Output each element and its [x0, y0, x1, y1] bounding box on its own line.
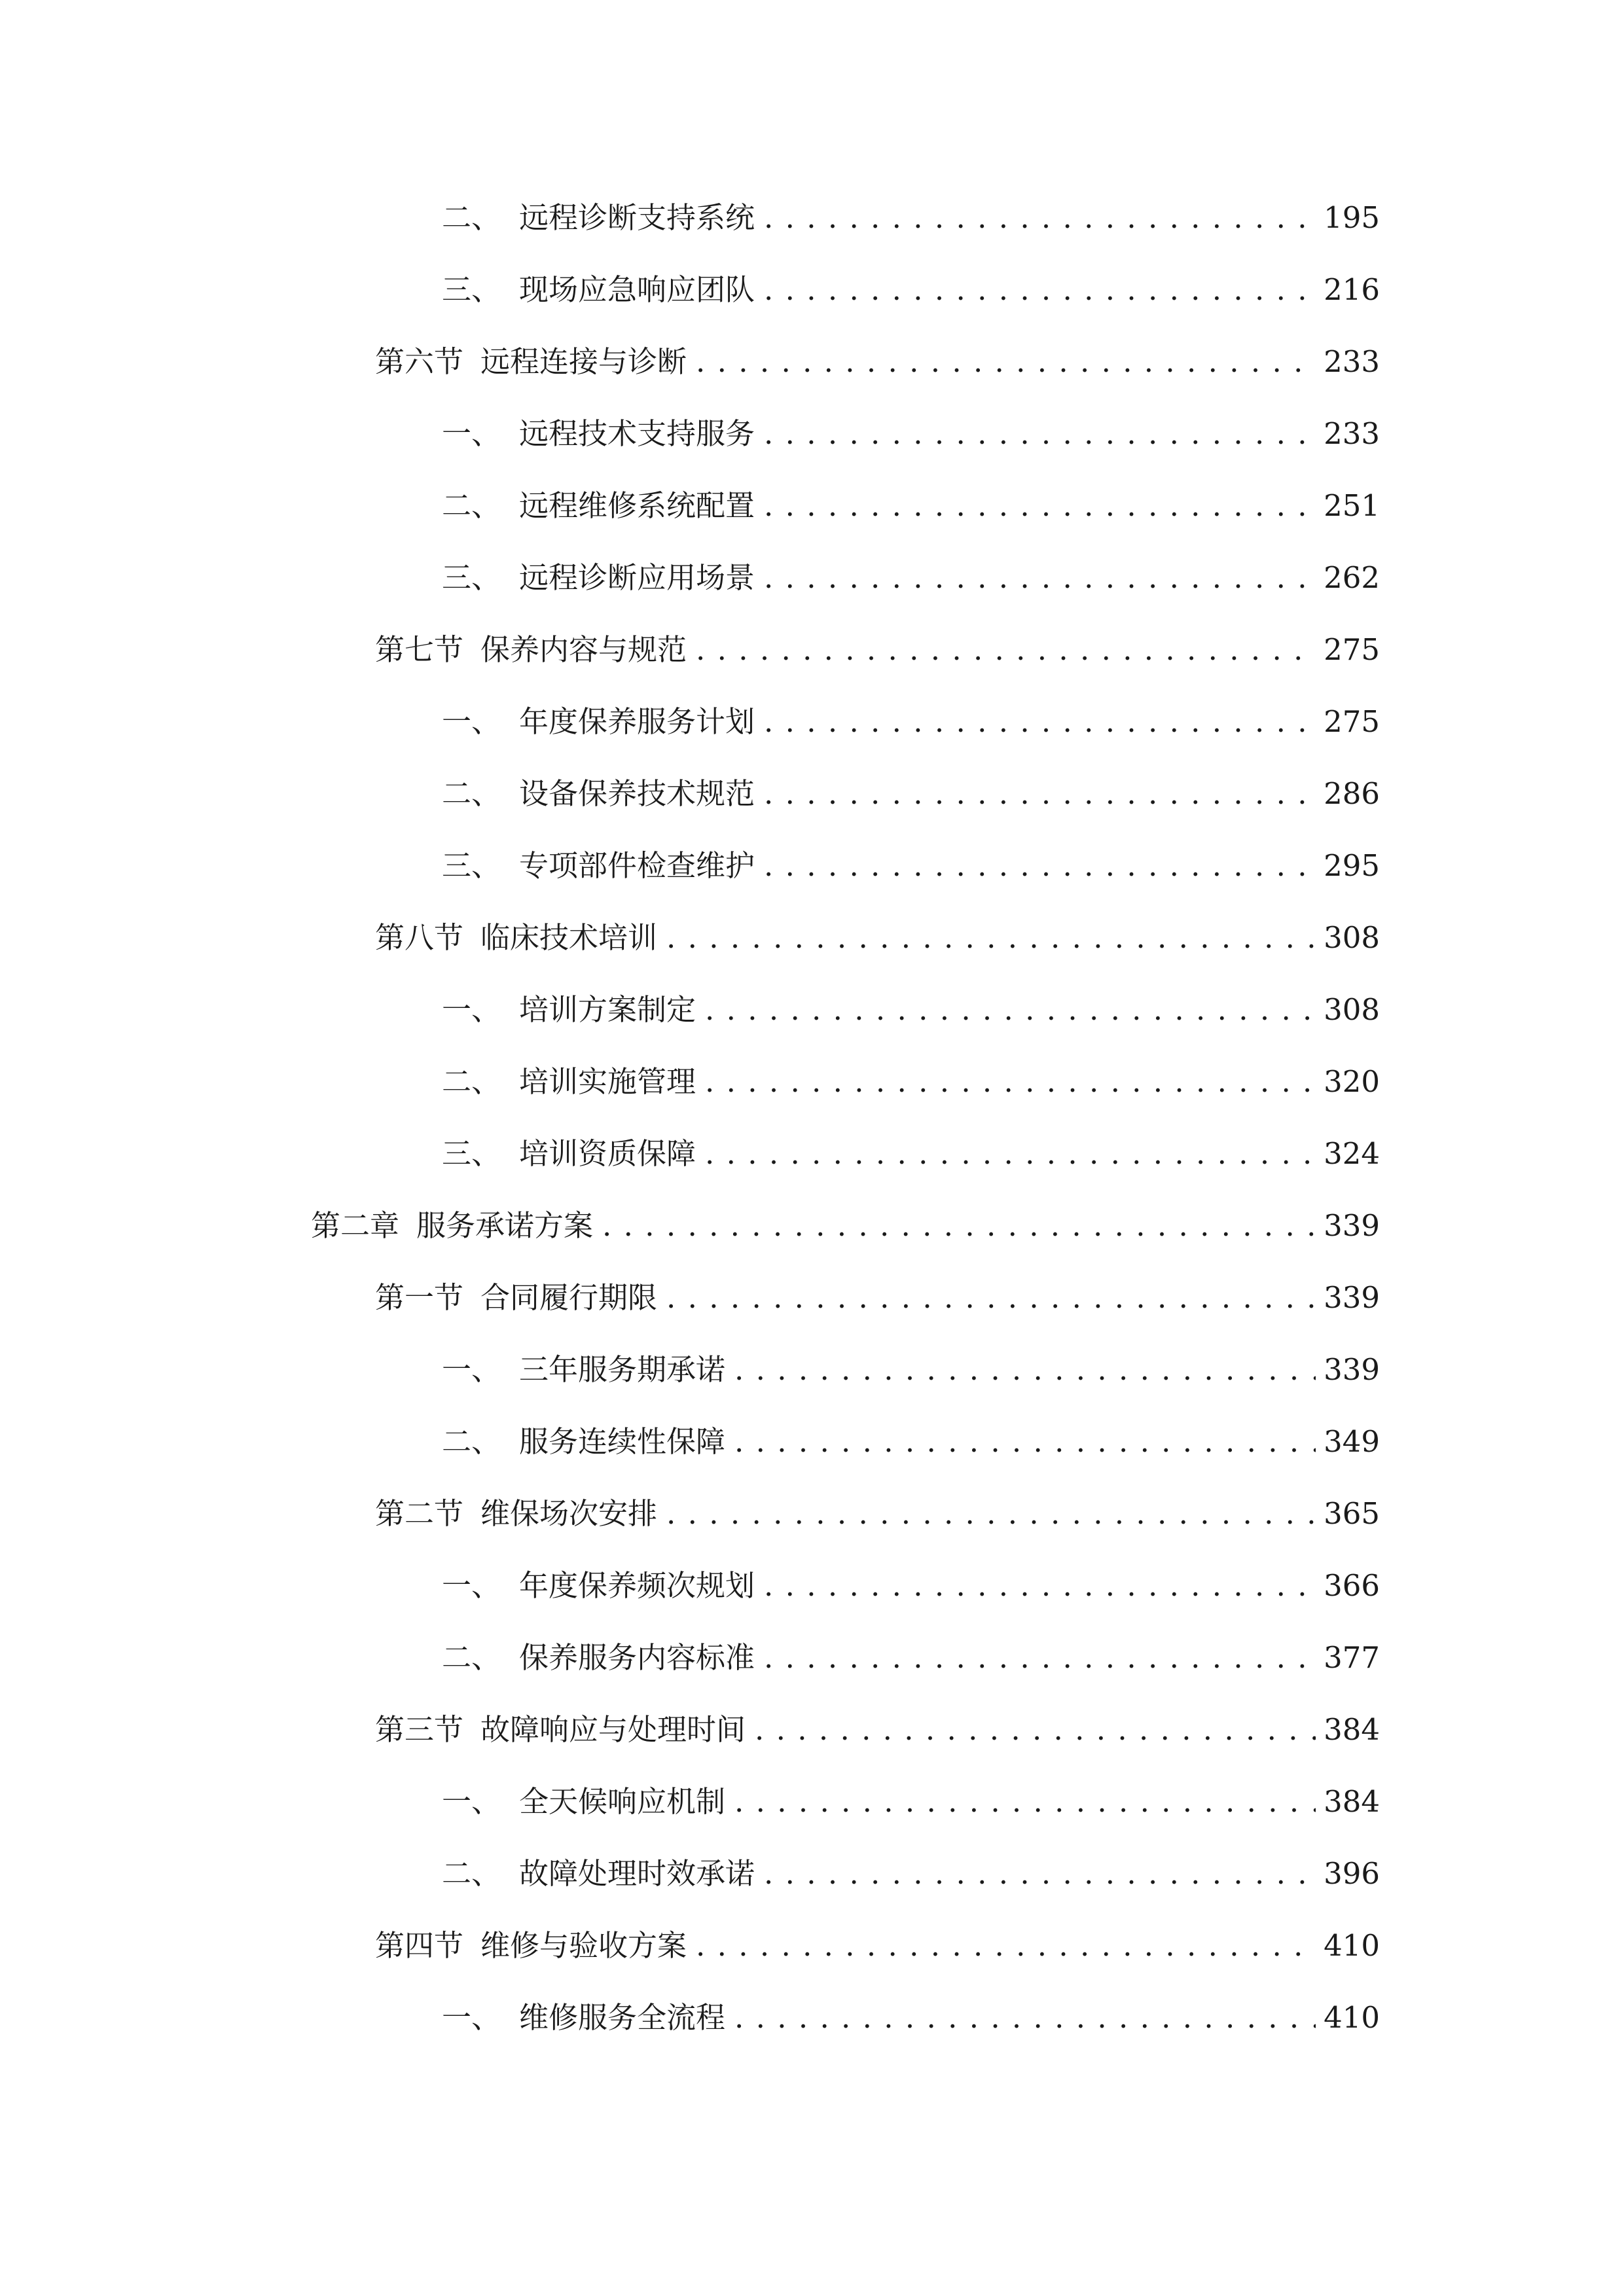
toc-entry-number: 二、 [442, 1856, 501, 1891]
dot-leader [696, 1923, 1316, 1969]
dot-leader [764, 267, 1316, 313]
toc-entry[interactable] [375, 1491, 1380, 1537]
dot-leader [734, 1779, 1316, 1825]
dot-leader [764, 195, 1316, 241]
toc-entry-page: 233 [1324, 416, 1380, 451]
dot-leader [764, 411, 1316, 457]
toc-entry[interactable] [442, 1563, 1380, 1609]
toc-entry-page: 308 [1324, 920, 1380, 955]
toc-entry-number: 第二章 [311, 1208, 400, 1243]
toc-entry-page: 324 [1324, 1136, 1380, 1171]
toc-entry-title: 年度保养服务计划 [519, 704, 755, 739]
toc-entry-number: 一、 [442, 1352, 501, 1387]
toc-entry-page: 233 [1324, 344, 1380, 379]
toc-entry-page: 320 [1324, 1064, 1380, 1099]
toc-entry-number: 一、 [442, 416, 501, 451]
toc-entry[interactable] [375, 1923, 1380, 1969]
toc-entry-number: 二、 [442, 1424, 501, 1459]
toc-entry-page: 216 [1324, 272, 1380, 307]
dot-leader [705, 987, 1316, 1033]
toc-entry[interactable] [442, 411, 1380, 457]
toc-entry[interactable] [442, 195, 1380, 241]
toc-entry-page: 365 [1324, 1496, 1380, 1531]
toc-entry-page: 262 [1324, 560, 1380, 595]
toc-entry-title: 服务承诺方案 [416, 1208, 594, 1243]
toc-entry[interactable] [442, 1779, 1380, 1825]
toc-entry-title: 服务连续性保障 [519, 1424, 726, 1459]
toc-entry[interactable] [442, 483, 1380, 529]
dot-leader [764, 483, 1316, 529]
toc-entry-title: 维修与验收方案 [480, 1928, 687, 1963]
toc-entry-title: 年度保养频次规划 [519, 1568, 755, 1603]
toc-entry-page: 195 [1324, 200, 1380, 235]
toc-entry-page: 377 [1324, 1640, 1380, 1675]
toc-entry[interactable] [442, 1995, 1380, 2041]
toc-entry-number: 一、 [442, 1568, 501, 1603]
toc-entry[interactable] [442, 1851, 1380, 1897]
toc-entry[interactable] [311, 1203, 1380, 1249]
toc-entry-number: 一、 [442, 704, 501, 739]
toc-entry-title: 临床技术培训 [480, 920, 658, 955]
toc-entry[interactable] [442, 987, 1380, 1033]
dot-leader [764, 699, 1316, 745]
toc-entry[interactable] [442, 699, 1380, 745]
dot-leader [666, 1275, 1316, 1321]
toc-entry-number: 一、 [442, 992, 501, 1027]
toc-entry-number: 第八节 [375, 920, 464, 955]
dot-leader [602, 1203, 1316, 1249]
toc-entry-page: 410 [1324, 1928, 1380, 1963]
toc-entry-title: 远程技术支持服务 [519, 416, 755, 451]
dot-leader [764, 771, 1316, 817]
toc-entry[interactable] [375, 627, 1380, 673]
toc-entry[interactable] [375, 1275, 1380, 1321]
dot-leader [764, 555, 1316, 601]
toc-entry-title: 维保场次安排 [480, 1496, 658, 1531]
dot-leader [764, 843, 1316, 889]
toc-entry-page: 384 [1324, 1784, 1380, 1819]
toc-entry-number: 三、 [442, 848, 501, 883]
toc-entry-number: 第四节 [375, 1928, 464, 1963]
toc-entry-title: 三年服务期承诺 [519, 1352, 726, 1387]
dot-leader [764, 1635, 1316, 1681]
toc-entry[interactable] [442, 1635, 1380, 1681]
toc-entry[interactable] [442, 555, 1380, 601]
dot-leader [696, 627, 1316, 673]
toc-entry-page: 275 [1324, 632, 1380, 667]
dot-leader [705, 1059, 1316, 1105]
toc-entry-page: 339 [1324, 1352, 1380, 1387]
toc-entry-title: 全天候响应机制 [519, 1784, 726, 1819]
toc-entry-page: 308 [1324, 992, 1380, 1027]
toc-entry-number: 三、 [442, 272, 501, 307]
dot-leader [696, 339, 1316, 385]
toc-entry-title: 远程连接与诊断 [480, 344, 687, 379]
toc-entry-title: 设备保养技术规范 [519, 776, 755, 811]
toc-entry[interactable] [442, 267, 1380, 313]
toc-entry[interactable] [442, 1419, 1380, 1465]
toc-entry-page: 286 [1324, 776, 1380, 811]
toc-entry-number: 三、 [442, 560, 501, 595]
toc-entry-title: 专项部件检查维护 [519, 848, 755, 883]
toc-entry-page: 396 [1324, 1856, 1380, 1891]
toc-entry-title: 合同履行期限 [480, 1280, 658, 1315]
toc-entry-title: 故障响应与处理时间 [480, 1712, 746, 1747]
toc-entry-number: 一、 [442, 2000, 501, 2035]
toc-entry-page: 275 [1324, 704, 1380, 739]
dot-leader [734, 1419, 1316, 1465]
dot-leader [666, 1491, 1316, 1537]
toc-entry[interactable] [375, 339, 1380, 385]
toc-entry-title: 故障处理时效承诺 [519, 1856, 755, 1891]
toc-entry[interactable] [375, 1707, 1380, 1753]
toc-entry-page: 295 [1324, 848, 1380, 883]
toc-entry-page: 339 [1324, 1208, 1380, 1243]
toc-entry-number: 二、 [442, 488, 501, 523]
toc-entry-number: 二、 [442, 200, 501, 235]
dot-leader [755, 1707, 1316, 1753]
toc-entry[interactable] [442, 1131, 1380, 1177]
toc-entry[interactable] [442, 843, 1380, 889]
toc-entry-number: 二、 [442, 1640, 501, 1675]
toc-entry-page: 384 [1324, 1712, 1380, 1747]
dot-leader [705, 1131, 1316, 1177]
dot-leader [764, 1563, 1316, 1609]
toc-entry-title: 培训实施管理 [519, 1064, 696, 1099]
toc-entry-number: 第三节 [375, 1712, 464, 1747]
toc-entry-number: 第一节 [375, 1280, 464, 1315]
toc-entry-title: 现场应急响应团队 [519, 272, 755, 307]
toc-entry-number: 一、 [442, 1784, 501, 1819]
toc-entry-title: 保养服务内容标准 [519, 1640, 755, 1675]
toc-entry-title: 培训方案制定 [519, 992, 696, 1027]
toc-entry-number: 第七节 [375, 632, 464, 667]
toc-entry[interactable] [442, 771, 1380, 817]
toc-entry-page: 366 [1324, 1568, 1380, 1603]
toc-entry-title: 维修服务全流程 [519, 2000, 726, 2035]
dot-leader [666, 915, 1316, 961]
toc-entry-page: 410 [1324, 2000, 1380, 2035]
toc-entry-title: 远程维修系统配置 [519, 488, 755, 523]
toc-entry[interactable] [442, 1059, 1380, 1105]
dot-leader [764, 1851, 1316, 1897]
toc-entry[interactable] [442, 1347, 1380, 1393]
toc-entry-page: 251 [1324, 488, 1380, 523]
dot-leader [734, 1995, 1316, 2041]
toc-entry-title: 远程诊断应用场景 [519, 560, 755, 595]
toc-entry-page: 349 [1324, 1424, 1380, 1459]
toc-entry-number: 二、 [442, 776, 501, 811]
toc-entry-title: 保养内容与规范 [480, 632, 687, 667]
toc-entry-number: 第二节 [375, 1496, 464, 1531]
toc-entry-title: 培训资质保障 [519, 1136, 696, 1171]
toc-entry-number: 第六节 [375, 344, 464, 379]
toc-entry-number: 三、 [442, 1136, 501, 1171]
dot-leader [734, 1347, 1316, 1393]
toc-entry-page: 339 [1324, 1280, 1380, 1315]
toc-entry-number: 二、 [442, 1064, 501, 1099]
toc-entry[interactable] [375, 915, 1380, 961]
toc-entry-title: 远程诊断支持系统 [519, 200, 755, 235]
